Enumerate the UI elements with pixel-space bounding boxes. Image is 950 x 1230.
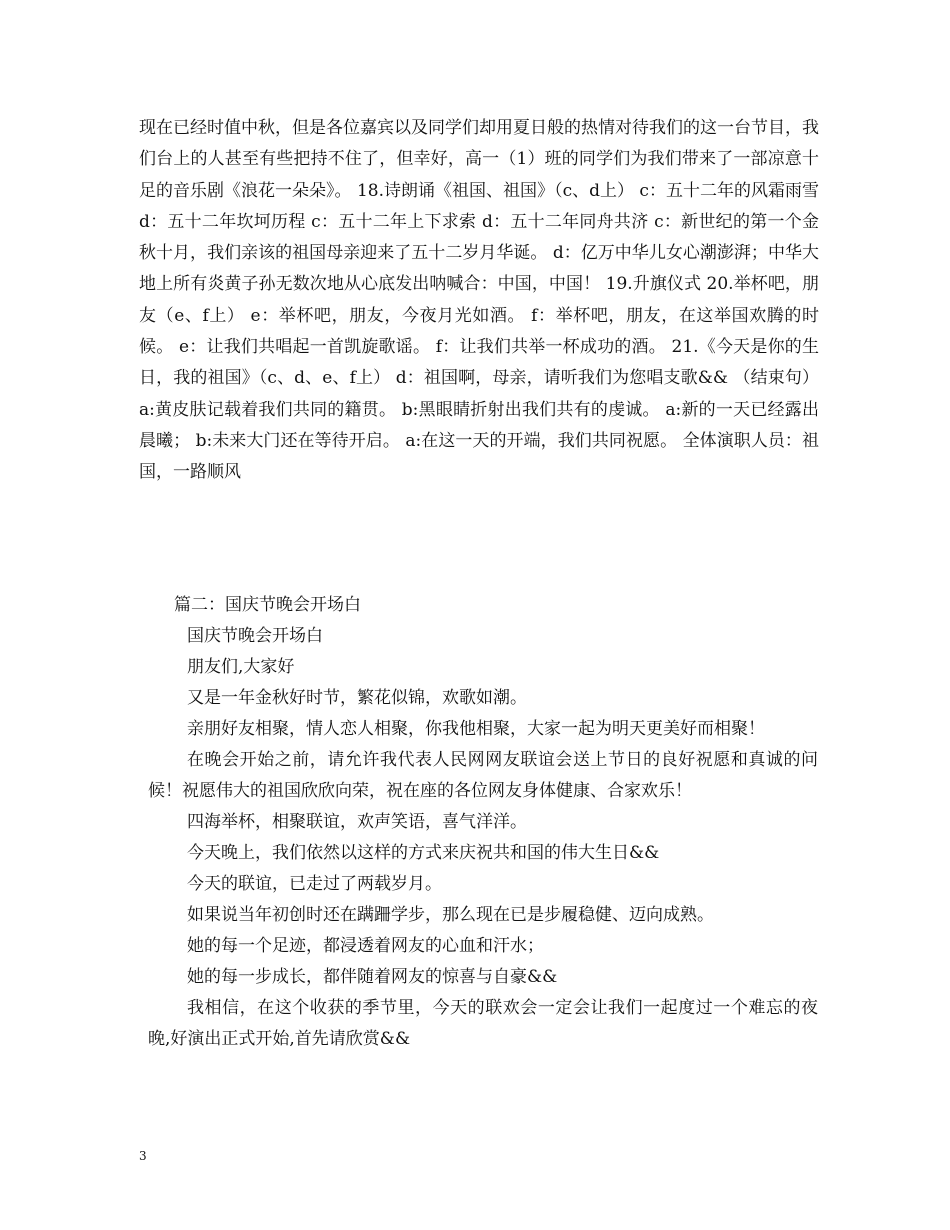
paragraph: 如果说当年初创时还在蹒跚学步，那么现在已是步履稳健、迈向成熟。 [187, 905, 714, 925]
section-heading: 篇二：国庆节晚会开场白 [174, 595, 361, 615]
intro-paragraph: 现在已经时值中秋，但是各位嘉宾以及同学们却用夏日般的热情对待我们的这一台节目，我们台上的人甚至有些把持不住了，但幸好，高一（1）班的同学们为我们带来了一部凉意十足的音乐剧《浪花一朵朵》。 18.诗朗诵《祖国、祖国》（c、d上） c：五十二年的风霜雨雪 d：五十二年坎坷历程 c：五十二年上下求索 d：五十二年同舟共济 c：新世纪的第一个金秋十月，我们亲该的祖国母亲迎来了五十二岁月华诞。 d：亿万中华儿女心潮澎湃；中华大地上所有炎黄子孙无数次地从心底发出呐喊合：中国，中国！ 19.升旗仪式 20.举杯吧，朋友（e、f上） e：举杯吧，朋友，今夜月光如酒。 f：举杯吧，朋友，在这举国欢腾的时候。 e：让我们共唱起一首凯旋歌谣。 f：让我们共举一杯成功的酒。 21.《今天是你的生日，我的祖国》（c、d、e、f上） d：祖国啊，母亲，请听我们为您唱支歌&& （结束句） a:黄皮肤记载着我们共同的籍贯。 b:黑眼睛折射出我们共有的虔诚。 a:新的一天已经露出晨曦； b:未来大门还在等待开启。 a:在这一天的开端，我们共同祝愿。 全体演职人员：祖国，一路顺风 [139, 118, 819, 483]
paragraph: 她的每一个足迹，都浸透着网友的心血和汗水； [187, 936, 544, 956]
paragraph: 四海举杯，相聚联谊，欢声笑语，喜气洋洋。 [187, 812, 527, 832]
paragraph: 她的每一步成长，都伴随着网友的惊喜与自豪&& [187, 967, 558, 987]
page-number: 3 [139, 1149, 147, 1163]
paragraph: 亲朋好友相聚，情人恋人相聚，你我他相聚，大家一起为明天更美好而相聚！ [187, 719, 765, 739]
paragraph: 今天的联谊，已走过了两载岁月。 [187, 874, 442, 894]
paragraph: 又是一年金秋好时节，繁花似锦，欢歌如潮。 [187, 688, 527, 708]
paragraph-greeting: 朋友们,大家好 [187, 657, 295, 677]
section-title: 国庆节晚会开场白 [187, 626, 323, 646]
paragraph: 我相信，在这个收获的季节里，今天的联欢会一定会让我们一起度过一个难忘的夜晚,好演出正式开始,首先请欣赏&& [148, 998, 818, 1049]
paragraph: 今天晚上，我们依然以这样的方式来庆祝共和国的伟大生日&& [187, 843, 660, 863]
paragraph: 在晚会开始之前，请允许我代表人民网网友联谊会送上节日的良好祝愿和真诚的问候！祝愿伟大的祖国欣欣向荣，祝在座的各位网友身体健康、合家欢乐！ [148, 750, 818, 801]
